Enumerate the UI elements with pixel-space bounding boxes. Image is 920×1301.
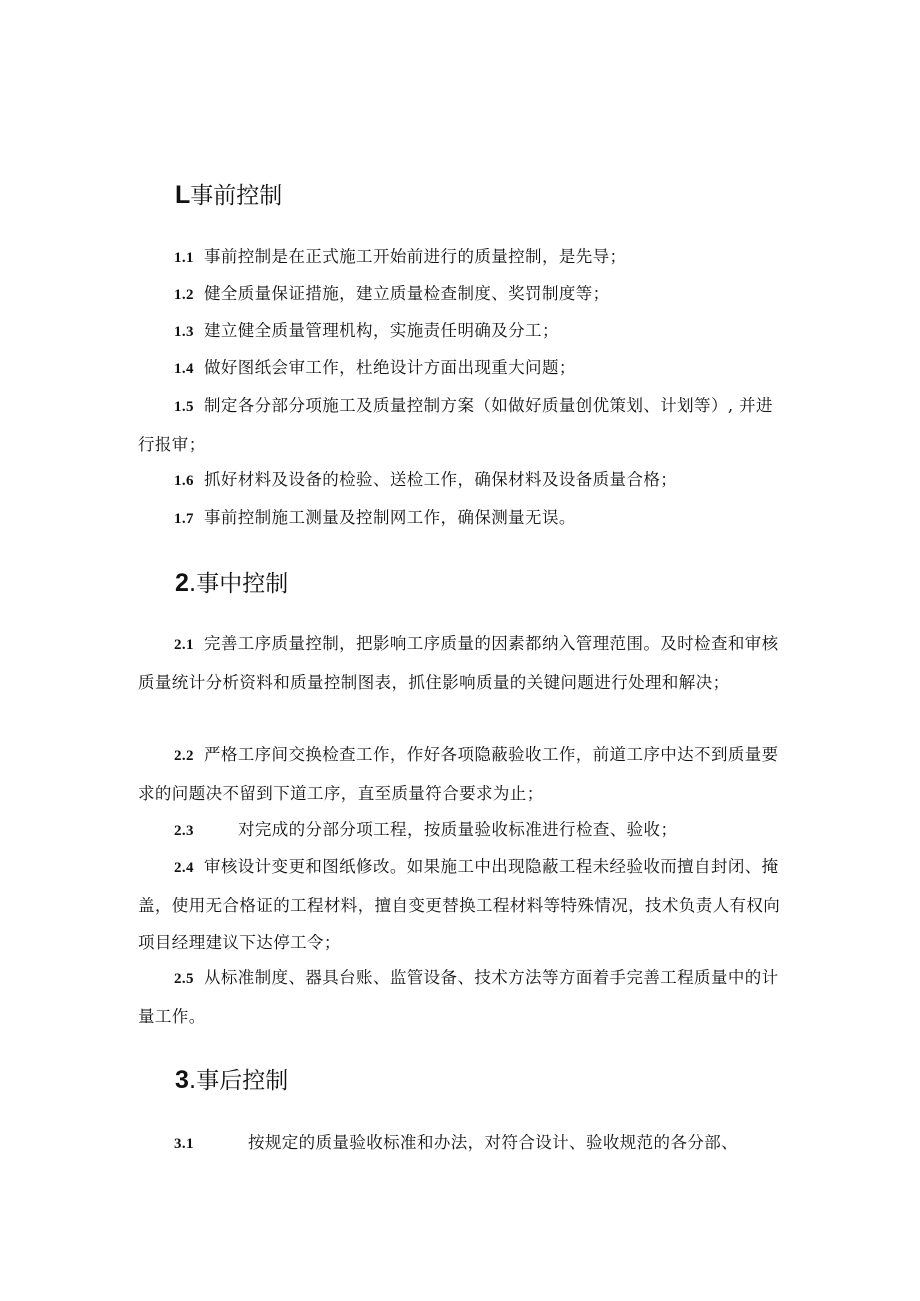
section-heading (175, 1065, 288, 1096)
item-text: 事前控制施工测量及控制网工作，确保测量无误。 (203, 508, 576, 527)
section-number: 3 (175, 1066, 189, 1094)
item-number: 1.4 (174, 361, 194, 377)
section-number: 2 (175, 569, 189, 597)
section-title: .事中控制 (188, 571, 289, 597)
item-number: 1.3 (174, 324, 194, 340)
list-item (138, 238, 788, 277)
item-number: 2.2 (174, 748, 194, 764)
list-item (138, 625, 788, 701)
item-number: 1.5 (174, 399, 194, 415)
list-item (138, 387, 788, 463)
list-item (138, 499, 788, 538)
list-item (138, 959, 788, 1035)
list-item (138, 312, 788, 351)
item-number: 2.1 (174, 637, 194, 653)
section-title: 事前控制 (190, 183, 283, 209)
list-item (138, 349, 788, 388)
list-item (138, 848, 788, 961)
item-number: 1.6 (174, 473, 194, 489)
list-item (138, 811, 788, 850)
list-item (138, 1124, 788, 1163)
item-number: 1.7 (174, 511, 194, 527)
item-number: 1.2 (174, 287, 194, 303)
item-text: 从标准制度、器具台账、监管设备、技术方法等方面着手完善工程质量中的计量工作。 (138, 968, 779, 1026)
item-text: 做好图纸会审工作，杜绝设计方面出现重大问题； (203, 358, 576, 377)
section-title: .事后控制 (188, 1068, 289, 1094)
item-text: 对完成的分部分项工程，按质量验收标准进行检查、验收； (237, 820, 678, 839)
item-number: 3.1 (174, 1136, 194, 1152)
section-number: L (175, 181, 191, 209)
item-text: 制定各分部分项施工及质量控制方案（如做好质量创优策划、计划等）, 并进行报审； (138, 396, 773, 454)
list-item (138, 736, 788, 812)
item-number: 2.5 (174, 971, 194, 987)
item-text: 建立健全质量管理机构，实施责任明确及分工； (203, 321, 559, 340)
section-heading (175, 180, 282, 211)
item-number: 1.1 (174, 250, 194, 266)
item-text: 健全质量保证措施，建立质量检查制度、奖罚制度等； (203, 284, 610, 303)
item-number: 2.3 (174, 823, 194, 839)
list-item (138, 461, 788, 500)
item-text: 抓好材料及设备的检验、送检工作，确保材料及设备质量合格； (203, 470, 678, 489)
item-text: 审核设计变更和图纸修改。如果施工中出现隐蔽工程未经验收而擅自封闭、掩盖，使用无合格证的工程材料，擅自变更替换工程材料等特殊情况，技术负责人有权向项目经理建议下达停工令； (138, 857, 781, 952)
section-heading (175, 568, 288, 599)
list-item (138, 275, 788, 314)
item-number: 2.4 (174, 860, 194, 876)
item-text: 按规定的质量验收标准和办法，对符合设计、验收规范的各分部、 (247, 1133, 739, 1152)
item-text: 完善工序质量控制，把影响工序质量的因素都纳入管理范围。及时检查和审核质量统计分析资料和质量控制图表，抓住影响质量的关键问题进行处理和解决； (138, 634, 779, 692)
item-text: 严格工序间交换检查工作，作好各项隐蔽验收工作，前道工序中达不到质量要求的问题决不留到下道工序，直至质量符合要求为止； (138, 745, 779, 803)
item-text: 事前控制是在正式施工开始前进行的质量控制，是先导； (203, 247, 627, 266)
